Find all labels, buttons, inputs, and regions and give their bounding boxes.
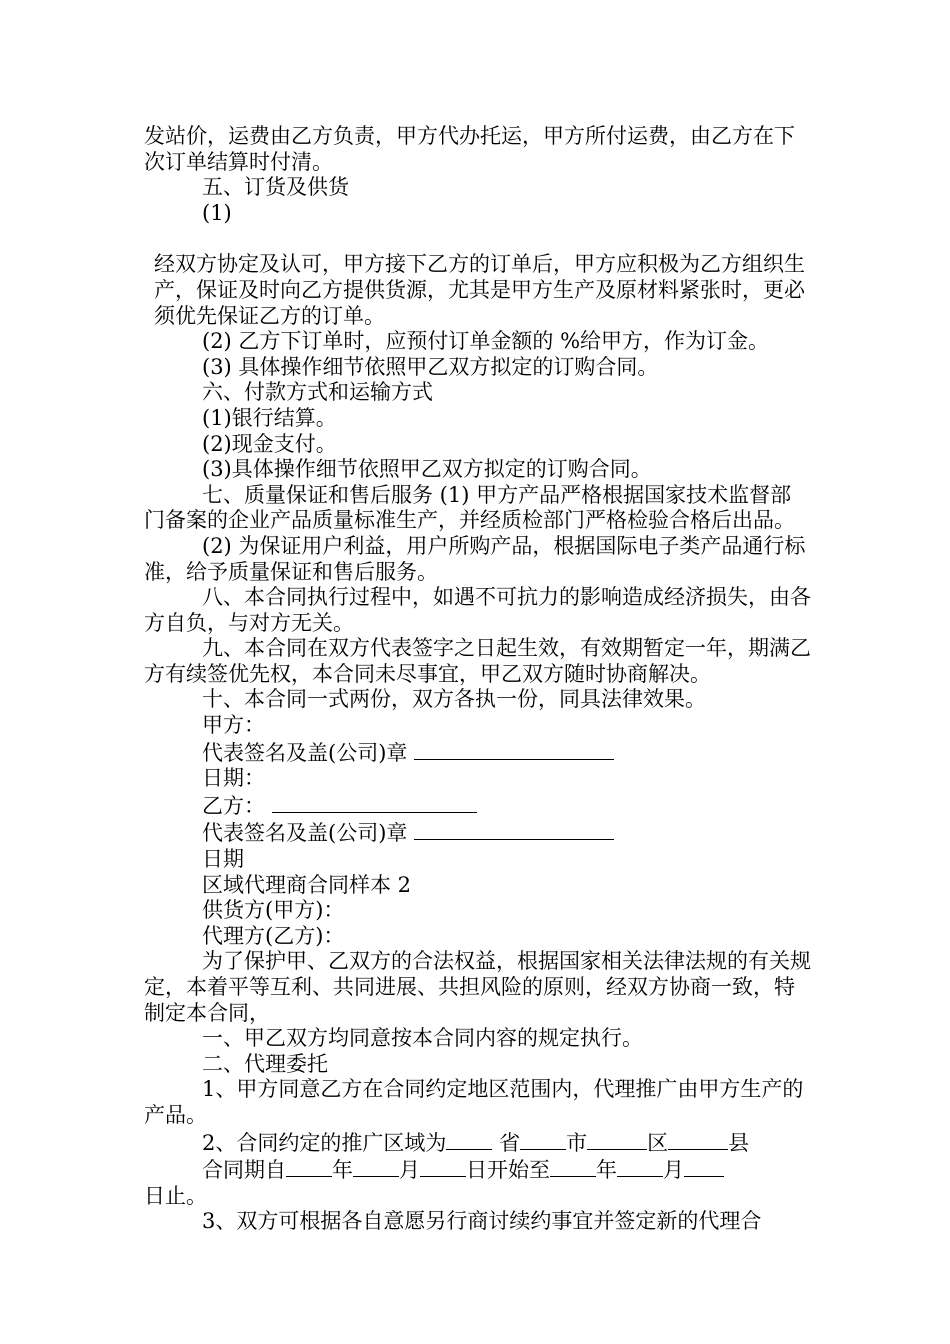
item-6-2: (2)现金支付。 <box>202 431 337 456</box>
spacer <box>144 226 812 252</box>
district-label: 区 <box>647 1130 669 1155</box>
paragraph-section-8: 八、本合同执行过程中，如遇不可抗力的影响造成经济损失，由各方自负，与对方无关。 <box>144 585 811 635</box>
start-day-blank <box>420 1156 466 1177</box>
party-a-label: 甲方： <box>202 713 265 738</box>
signature-label: 代表签名及盖(公司)章 <box>202 821 408 846</box>
month-label: 月 <box>399 1158 420 1183</box>
end-month-blank <box>617 1156 663 1177</box>
city-label: 市 <box>566 1130 588 1155</box>
paragraph-order-supply: 经双方协定及认可，甲方接下乙方的订单后，甲方应积极为乙方组织生产，保证及时向乙方提供货源，尤其是甲方生产及原材料紧张时，更必须优先保证乙方的订单。 <box>154 252 805 328</box>
signature-blank <box>414 819 614 840</box>
item-5-2: (2) 乙方下订单时，应预付订单金额的 %给甲方，作为订金。 <box>202 329 770 354</box>
item-7-2: (2) 为保证用户利益，用户所购产品，根据国际电子类产品通行标准，给予质量保证和售后服务。 <box>144 533 806 584</box>
party-a-date-label: 日期： <box>202 766 265 791</box>
item-6-1: (1)银行结算。 <box>202 405 337 430</box>
item-5-3: (3) 具体操作细节依照甲乙双方拟定的订购合同。 <box>202 354 659 379</box>
month-label: 月 <box>663 1158 684 1183</box>
year-label: 年 <box>332 1158 353 1183</box>
party-b-signature-line <box>144 819 812 847</box>
item-6-3: (3)具体操作细节依照甲乙双方拟定的订购合同。 <box>202 457 652 482</box>
paragraph-section-7: 七、质量保证和售后服务 (1) 甲方产品严格根据国家技术监督部门备案的企业产品质量标准生产，并经质检部门严格检验合格后出品。 <box>144 482 795 533</box>
heading-agency-delegation: 二、代理委托 <box>202 1051 328 1076</box>
party-b-blank <box>272 792 477 813</box>
party-b-line <box>144 792 812 820</box>
paragraph-section-9: 九、本合同在双方代表签字之日起生效，有效期暂定一年，期满乙方有续签优先权，本合同未尽事宜，甲乙双方随时协商解决。 <box>144 636 811 686</box>
period-label: 合同期自 <box>202 1158 286 1183</box>
county-label: 县 <box>728 1130 750 1155</box>
county-blank <box>668 1129 728 1150</box>
paragraph-section-10: 十、本合同一式两份，双方各执一份，同具法律效果。 <box>202 687 706 712</box>
agent-label: 代理方(乙方)： <box>202 923 345 948</box>
item-5-1-number: (1) <box>202 200 232 225</box>
clause-2-2-region <box>144 1129 812 1157</box>
clause-2-2-period <box>144 1156 812 1184</box>
clause-1: 一、甲乙双方均同意按本合同内容的规定执行。 <box>202 1026 643 1051</box>
party-b-label: 乙方： <box>202 793 265 818</box>
region-label: 2、合同约定的推广区域为 <box>202 1130 447 1155</box>
heading-section-5: 五、订货及供货 <box>202 175 349 200</box>
start-year-blank <box>286 1156 332 1177</box>
document-body <box>144 124 812 1235</box>
city-blank <box>520 1129 566 1150</box>
province-label: 省 <box>499 1130 521 1155</box>
province-blank <box>446 1129 492 1150</box>
paragraph-freight: 发站价，运费由乙方负责，甲方代办托运，甲方所付运费，由乙方在下次订单结算时付清。 <box>144 124 795 174</box>
end-year-blank <box>550 1156 596 1177</box>
signature-label: 代表签名及盖(公司)章 <box>202 740 408 765</box>
start-month-blank <box>353 1156 399 1177</box>
signature-blank <box>414 739 614 760</box>
paragraph-preamble: 为了保护甲、乙双方的合法权益，根据国家相关法律法规的有关规定，本着平等互利、共同进展、共担风险的原则，经双方协商一致，特制定本合同， <box>144 949 811 1025</box>
party-b-date-label: 日期 <box>202 847 244 872</box>
contract-sample-2-title: 区域代理商合同样本 2 <box>202 872 412 897</box>
period-end-label: 日止。 <box>144 1183 207 1208</box>
supplier-label: 供货方(甲方)： <box>202 898 345 923</box>
end-day-blank <box>684 1156 724 1177</box>
clause-2-3: 3、双方可根据各自意愿另行商讨续约事宜并签定新的代理合 <box>202 1209 762 1234</box>
year-label: 年 <box>596 1158 617 1183</box>
clause-2-1: 1、甲方同意乙方在合同约定地区范围内，代理推广由甲方生产的产品。 <box>144 1077 804 1127</box>
party-a-signature-line <box>144 739 812 767</box>
heading-section-6: 六、付款方式和运输方式 <box>202 380 433 405</box>
district-blank <box>587 1129 647 1150</box>
start-to-label: 日开始至 <box>466 1158 550 1183</box>
